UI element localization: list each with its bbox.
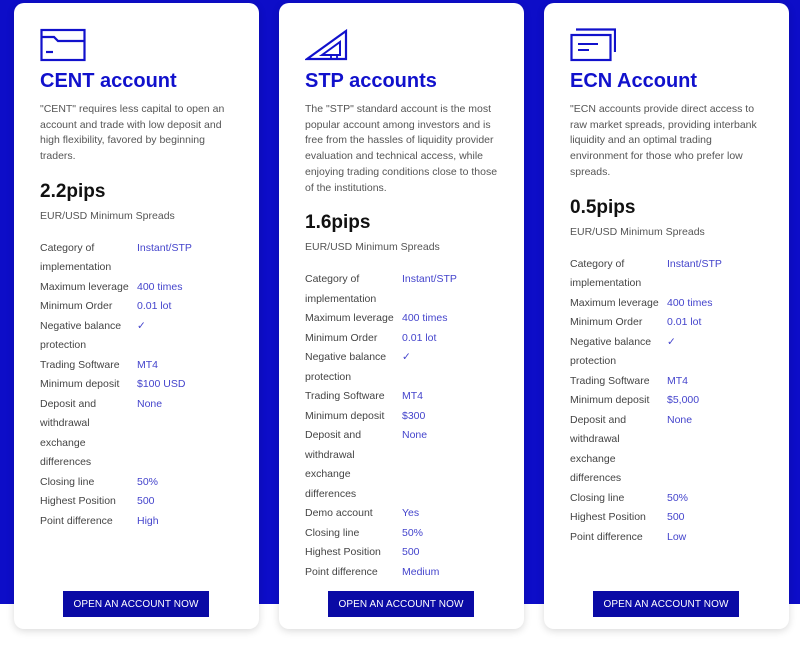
open-account-button[interactable]: OPEN AN ACCOUNT NOW (63, 591, 209, 617)
spec-label: Negative balance protection (570, 335, 652, 368)
spec-row (40, 473, 236, 493)
spec-row (40, 297, 236, 317)
spec-label: Minimum Order (570, 316, 643, 329)
spec-label: Highest Position (570, 511, 646, 524)
spec-value: Instant/STP (137, 241, 192, 254)
spec-row (305, 407, 501, 427)
spec-row (40, 356, 236, 376)
check-icon: ✓ (137, 319, 146, 332)
spec-value: $100 USD (137, 378, 186, 391)
spec-label: Demo account (305, 507, 373, 520)
spec-row (305, 543, 501, 563)
spec-row (570, 528, 766, 548)
cent-account-card (14, 3, 259, 629)
spec-row (570, 411, 766, 489)
spec-label: Closing line (305, 526, 360, 539)
spec-value: None (667, 413, 693, 426)
card-description: The "STP" standard account is the most popular account among investors and is free from the hassles of liquidity provider evaluation and technical access, while enjoying trading conditions close to those of the institutions. (305, 103, 498, 194)
spec-label: Category of implementation (305, 273, 377, 305)
spec-row (305, 309, 501, 329)
spec-row (305, 348, 501, 387)
spec-label: Deposit and withdrawal exchange differences (305, 429, 362, 500)
spec-row (40, 512, 236, 532)
spec-label: Deposit and withdrawal exchange differences (40, 397, 97, 469)
spec-label: Point difference (305, 565, 378, 578)
card-description: "CENT" requires less capital to open an account and trade with low deposit and high flexibility, favored by beginning traders. (40, 103, 225, 163)
spec-row (570, 489, 766, 509)
spread-label: EUR/USD Minimum Spreads (40, 209, 175, 222)
triangle-ruler-icon (305, 28, 351, 62)
spread-value: 0.5pips (570, 196, 636, 218)
spec-label: Deposit and withdrawal exchange differences (570, 413, 627, 485)
spread-label: EUR/USD Minimum Spreads (570, 225, 705, 238)
spec-row (570, 508, 766, 528)
spec-value: MT4 (402, 390, 423, 403)
spec-label: Closing line (40, 475, 95, 488)
spec-value: MT4 (667, 374, 688, 387)
spec-value: None (402, 429, 428, 442)
spec-label: Minimum deposit (40, 378, 120, 391)
spec-value: 500 (137, 495, 155, 508)
spec-row (40, 395, 236, 473)
spec-list (305, 270, 501, 582)
spec-label: Trading Software (40, 358, 120, 371)
spec-label: Point difference (570, 530, 643, 543)
spec-label: Minimum Order (305, 331, 378, 344)
spec-list (40, 239, 236, 532)
spec-label: Category of implementation (40, 241, 112, 274)
spec-row (305, 426, 501, 504)
spec-label: Maximum leverage (40, 280, 129, 293)
spec-row (570, 255, 766, 294)
spec-value: 50% (137, 475, 159, 488)
spec-value: $300 (402, 409, 426, 422)
open-account-button[interactable]: OPEN AN ACCOUNT NOW (593, 591, 739, 617)
spec-value: 400 times (137, 280, 183, 293)
spec-value: 50% (667, 491, 689, 504)
spec-row (40, 492, 236, 512)
spec-row (570, 391, 766, 411)
spec-row (570, 333, 766, 372)
spec-label: Negative balance protection (40, 319, 122, 352)
spec-label: Maximum leverage (570, 296, 659, 309)
check-icon: ✓ (667, 335, 676, 348)
spec-value: Yes (402, 507, 420, 520)
spec-value: Low (667, 530, 687, 543)
check-icon: ✓ (402, 351, 411, 364)
spec-value: High (137, 514, 159, 527)
card-title: STP accounts (305, 70, 437, 92)
spec-label: Highest Position (40, 495, 116, 508)
spec-row (570, 294, 766, 314)
spec-label: Minimum deposit (570, 394, 650, 407)
spec-value: MT4 (137, 358, 158, 371)
spec-value: Instant/STP (667, 257, 722, 270)
spec-row (40, 375, 236, 395)
spec-label: Minimum deposit (305, 409, 385, 422)
spec-label: Trading Software (305, 390, 385, 403)
spec-value: 400 times (402, 312, 448, 325)
spec-value: Instant/STP (402, 273, 457, 286)
spec-label: Point difference (40, 514, 113, 527)
spec-row (305, 563, 501, 583)
spec-row (305, 504, 501, 524)
spec-row (570, 313, 766, 333)
spec-value: None (137, 397, 163, 410)
spread-label: EUR/USD Minimum Spreads (305, 241, 440, 254)
spread-value: 2.2pips (40, 180, 106, 202)
spec-row (305, 270, 501, 309)
spec-label: Negative balance protection (305, 351, 387, 383)
spec-value: $5,000 (667, 394, 700, 407)
spec-row (40, 278, 236, 298)
spec-label: Maximum leverage (305, 312, 394, 325)
folder-icon (40, 28, 86, 62)
spec-row (305, 387, 501, 407)
spec-label: Category of implementation (570, 257, 642, 290)
spec-value: 400 times (667, 296, 713, 309)
spec-value: 0.01 lot (402, 331, 437, 344)
spec-row (570, 372, 766, 392)
spec-value: Medium (402, 565, 440, 578)
spec-value: 0.01 lot (667, 316, 702, 329)
card-description: "ECN accounts provide direct access to raw market spreads, providing interbank liquidity and an optimal trading environment for those who prefer low spreads. (570, 103, 757, 178)
spec-row (305, 524, 501, 544)
stp-account-card (279, 3, 524, 629)
spec-value: 50% (402, 526, 424, 539)
spec-value: 500 (402, 546, 420, 559)
spec-label: Highest Position (305, 546, 381, 559)
card-title: CENT account (40, 70, 177, 92)
ecn-account-card (544, 3, 789, 629)
spec-label: Closing line (570, 491, 625, 504)
stacked-cards-icon (570, 28, 616, 62)
spec-row (40, 317, 236, 356)
open-account-button[interactable]: OPEN AN ACCOUNT NOW (328, 591, 474, 617)
spec-value: 500 (667, 511, 685, 524)
card-title: ECN Account (570, 70, 698, 92)
spread-value: 1.6pips (305, 212, 371, 234)
spec-label: Trading Software (570, 374, 650, 387)
spec-list (570, 255, 766, 548)
spec-label: Minimum Order (40, 300, 113, 313)
spec-row (40, 239, 236, 278)
spec-row (305, 329, 501, 349)
spec-value: 0.01 lot (137, 300, 172, 313)
